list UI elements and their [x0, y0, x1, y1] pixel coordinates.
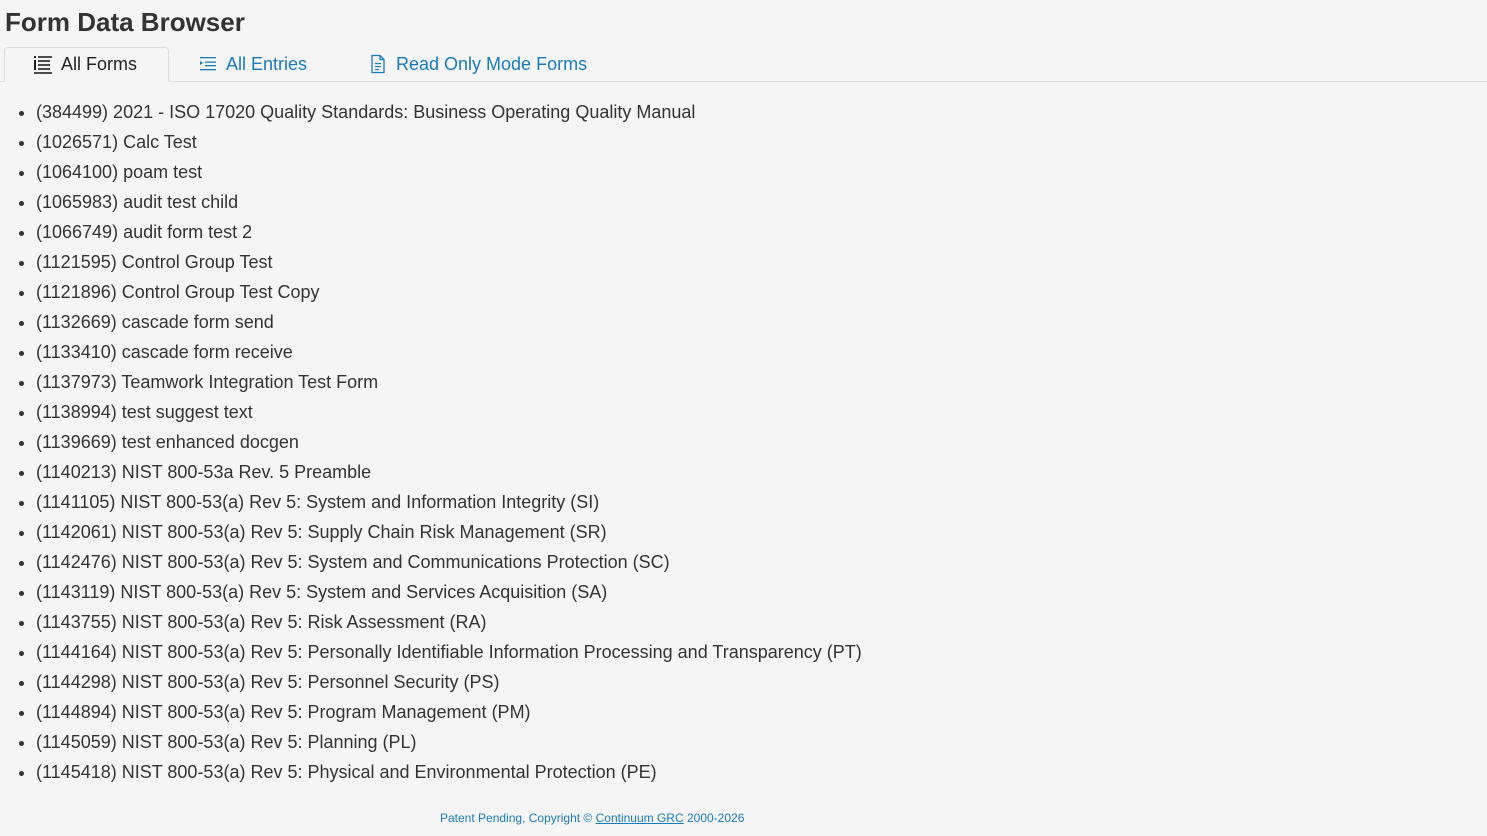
list-item[interactable]: • (384499) 2021 - ISO 17020 Quality Standards: Business Operating Quality Manual: [36, 97, 862, 127]
indent-list-icon: [198, 54, 218, 74]
continuum-grc-link[interactable]: Continuum GRC: [595, 811, 684, 825]
list-item[interactable]: • (1026571) Calc Test: [36, 127, 862, 157]
footer: [440, 810, 744, 826]
list-item[interactable]: • (1133410) cascade form receive: [36, 337, 862, 367]
list-item[interactable]: • (1143119) NIST 800-53(a) Rev 5: System and Services Acquisition (SA): [36, 577, 862, 607]
list-item[interactable]: • (1065983) audit test child: [36, 187, 862, 217]
list-item[interactable]: • (1139669) test enhanced docgen: [36, 427, 862, 457]
list-item[interactable]: • (1144298) NIST 800-53(a) Rev 5: Personnel Security (PS): [36, 667, 862, 697]
tab-all-entries[interactable]: [198, 47, 307, 81]
list-item[interactable]: • (1145059) NIST 800-53(a) Rev 5: Planning (PL): [36, 727, 862, 757]
footer-copyright-years: 2000-2026: [683, 811, 745, 825]
list-item[interactable]: • (1144894) NIST 800-53(a) Rev 5: Program Management (PM): [36, 697, 862, 727]
list-item[interactable]: • (1143755) NIST 800-53(a) Rev 5: Risk Assessment (RA): [36, 607, 862, 637]
list-icon: [33, 55, 53, 75]
tab-all-forms[interactable]: [4, 47, 169, 82]
list-item[interactable]: • (1141105) NIST 800-53(a) Rev 5: System and Information Integrity (SI): [36, 487, 862, 517]
list-item[interactable]: • (1138994) test suggest text: [36, 397, 862, 427]
page-title: Form Data Browser: [5, 7, 245, 37]
tab-read-only-mode-forms[interactable]: [368, 47, 587, 81]
list-item[interactable]: • (1132669) cascade form send: [36, 307, 862, 337]
list-item[interactable]: • (1064100) poam test: [36, 157, 862, 187]
list-item[interactable]: • (1121595) Control Group Test: [36, 247, 862, 277]
tab-all-forms-label: All Forms: [61, 54, 137, 74]
list-item[interactable]: • (1066749) audit form test 2: [36, 217, 862, 247]
list-item[interactable]: • (1140213) NIST 800-53a Rev. 5 Preamble: [36, 457, 862, 487]
tab-read-only-mode-forms-label: Read Only Mode Forms: [396, 53, 588, 74]
tab-bar: [0, 47, 1487, 82]
list-item[interactable]: • (1137973) Teamwork Integration Test Form: [36, 367, 862, 397]
document-icon: [368, 54, 388, 74]
list-item[interactable]: • (1142061) NIST 800-53(a) Rev 5: Supply Chain Risk Management (SR): [36, 517, 862, 547]
forms-list: [0, 97, 862, 787]
list-item[interactable]: • (1144164) NIST 800-53(a) Rev 5: Personally Identifiable Information Processing and Transparency (PT): [36, 637, 862, 667]
list-item[interactable]: • (1145418) NIST 800-53(a) Rev 5: Physical and Environmental Protection (PE): [36, 757, 862, 787]
list-item[interactable]: • (1142476) NIST 800-53(a) Rev 5: System and Communications Protection (SC): [36, 547, 862, 577]
list-item[interactable]: • (1121896) Control Group Test Copy: [36, 277, 862, 307]
footer-copyright-prefix: Patent Pending, Copyright ©: [440, 811, 596, 825]
tab-all-entries-label: All Entries: [226, 53, 308, 74]
